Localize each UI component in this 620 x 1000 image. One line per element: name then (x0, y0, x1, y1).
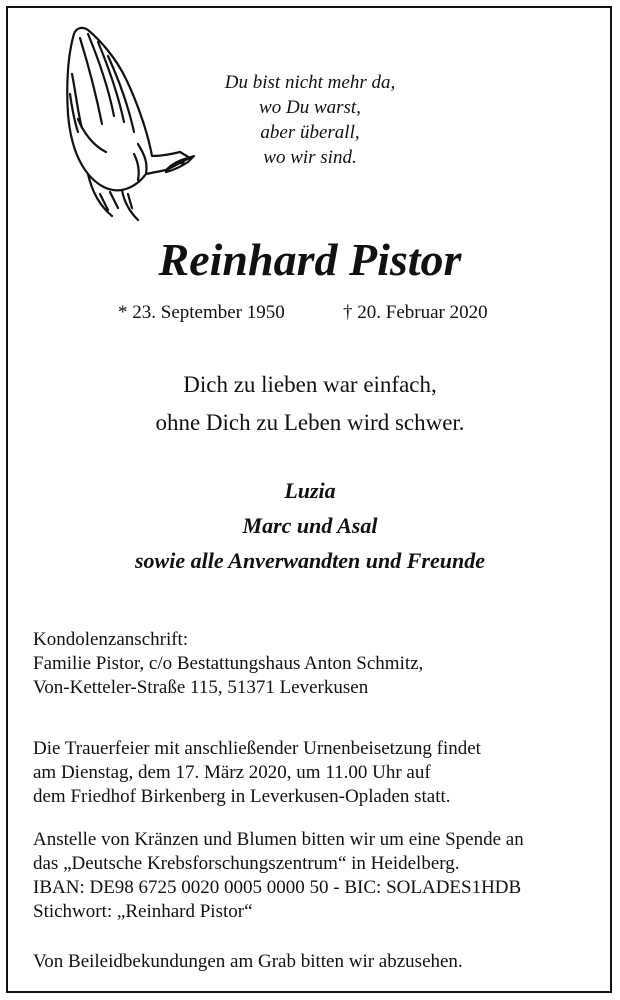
farewell-quote (0, 366, 620, 442)
mourner-line: Luzia (284, 478, 336, 503)
text-line: Die Trauerfeier mit anschließender Urnenbeisetzung findet (33, 738, 481, 759)
text-line: Familie Pistor, c/o Bestattungshaus Anton Schmitz, (33, 653, 424, 674)
text-line: am Dienstag, dem 17. März 2020, um 11.00 Uhr auf (33, 762, 431, 783)
text-line: IBAN: DE98 6725 0020 0005 0000 50 - BIC: SOLADES1HDB (33, 877, 522, 898)
poem-line: Du bist nicht mehr da, (224, 72, 396, 93)
quote-line: ohne Dich zu Leben wird schwer. (155, 410, 465, 435)
deceased-name: Reinhard Pistor (158, 234, 462, 285)
text-line: Anstelle von Kränzen und Blumen bitten wir um eine Spende an (33, 829, 524, 850)
text-line: Kondolenzanschrift: (33, 629, 189, 650)
text-line: Stichwort: „Reinhard Pistor“ (33, 901, 253, 922)
memorial-poem (200, 70, 420, 170)
death-date: † 20. Februar 2020 (343, 302, 488, 323)
poem-line: aber überall, (260, 122, 360, 143)
text-line: Von-Ketteler-Straße 115, 51371 Leverkusen (33, 677, 369, 698)
mourners-list (0, 473, 620, 578)
poem-line: wo Du warst, (259, 97, 361, 118)
mourner-line: Marc und Asal (242, 513, 378, 538)
mourner-line: sowie alle Anverwandten und Freunde (134, 548, 485, 573)
closing-note: Von Beileidbekundungen am Grab bitten wir abzusehen. (33, 951, 463, 972)
poem-line: wo wir sind. (263, 147, 357, 168)
funeral-info (33, 737, 593, 809)
text-line: dem Friedhof Birkenberg in Leverkusen-Opladen statt. (33, 786, 451, 807)
quote-line: Dich zu lieben war einfach, (183, 372, 437, 397)
text-line: das „Deutsche Krebsforschungszentrum“ in Heidelberg. (33, 853, 460, 874)
praying-hands-icon (48, 24, 198, 224)
condolence-address (33, 628, 593, 700)
birth-date: * 23. September 1950 (118, 302, 285, 323)
donation-info (33, 828, 593, 924)
